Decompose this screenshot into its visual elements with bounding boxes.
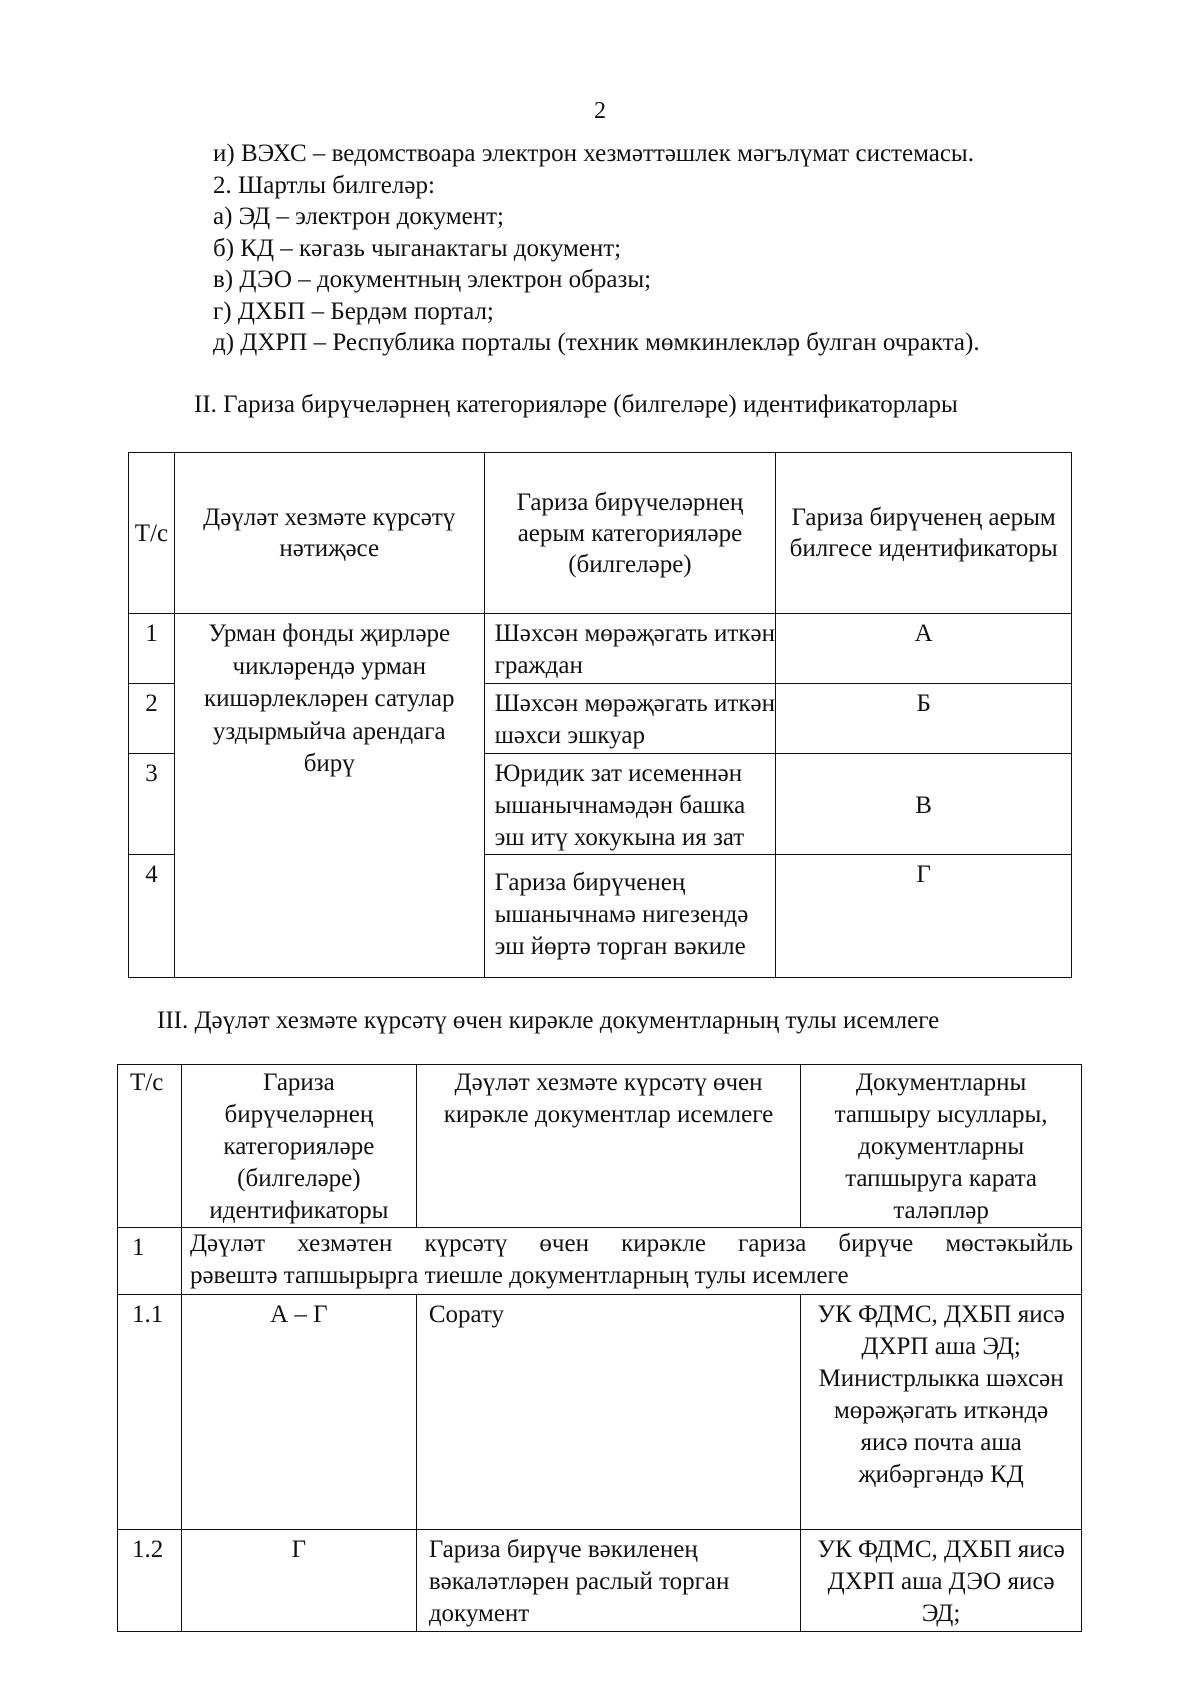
- abbreviation-line: 2. Шартлы билгеләр:: [213, 171, 435, 199]
- table-header-row: [129, 453, 1072, 614]
- section-3-title: III. Дәүләт хезмәте күрсәтү өчен кирәкле документларның тулы исемлеге: [157, 1007, 940, 1034]
- group-title-line: Дәүләт хезмәтен күрсәтү өчен кирәкле гариза бирүче мөстәкыйль: [189, 1230, 1073, 1257]
- row-identifier: Г: [776, 855, 1072, 978]
- service-result: Урман фонды җирләре чикләрендә урман кишәрлекләрен сатулар уздырмыйча арендага бирү: [174, 614, 484, 978]
- table-row: [118, 1295, 1082, 1530]
- row-identifier: А: [776, 614, 1072, 684]
- header-num: Т/с: [129, 453, 175, 614]
- abbreviation-line: а) ЭД – электрон документ;: [213, 203, 505, 230]
- row-category: Шәхсән мөрәҗәгать иткән граждан: [484, 614, 776, 684]
- applicant-categories-table: [128, 452, 1072, 978]
- table-row: [118, 1530, 1082, 1632]
- row-category: Гариза бирүченең ышанычнамә нигезендә эш йөртә торган вәкиле: [484, 855, 776, 978]
- row-document: Гариза бирүче вәкиленең вәкаләтләрен раслый торган документ: [416, 1530, 800, 1632]
- row-ids: Г: [181, 1530, 416, 1632]
- abbreviation-line: б) КД – кәгазь чыганактагы документ;: [213, 234, 622, 262]
- abbreviation-line: в) ДЭО – документның электрон образы;: [213, 266, 652, 293]
- table-header-row: [118, 1065, 1082, 1228]
- row-num: 1.2: [118, 1530, 182, 1632]
- group-num: 1: [118, 1228, 182, 1295]
- row-num: 4: [129, 855, 175, 978]
- group-title-line: рәвештә тапшырырга тиешле документларның тулы исемлеге: [189, 1262, 849, 1289]
- table-row: [129, 614, 1072, 684]
- row-identifier: Б: [776, 684, 1072, 754]
- page-number: 2: [594, 98, 606, 124]
- header-category: Гариза бирүчеләрнең аерым категорияләре (билгеләре): [484, 453, 776, 614]
- header-category-ids: Гариза бирүчеләрнең категорияләре (билгеләре) идентификаторы: [181, 1065, 416, 1228]
- abbreviation-line: и) ВЭХС – ведомствоара электрон хезмәттәшлек мәгълүмат системасы.: [213, 140, 974, 167]
- header-identifier: Гариза бирүченең аерым билгесе идентификаторы: [776, 453, 1072, 614]
- abbreviation-line: д) ДХРП – Республика порталы (техник мөмкинлекләр булган очракта).: [213, 329, 980, 356]
- row-requirement: УК ФДМС, ДХБП яисә ДХРП аша ЭД; Министрлыкка шәхсән мөрәҗәгать иткәндә яисә почта аша җибәргәндә КД: [801, 1295, 1082, 1530]
- row-identifier: В: [776, 754, 1072, 855]
- row-num: 1: [129, 614, 175, 684]
- documents-table: [117, 1064, 1082, 1632]
- header-result: Дәүләт хезмәте күрсәтү нәтиҗәсе: [174, 453, 484, 614]
- abbreviation-list: [213, 138, 980, 359]
- header-documents: Дәүләт хезмәте күрсәтү өчен кирәкле документлар исемлеге: [416, 1065, 800, 1228]
- row-num: 2: [129, 684, 175, 754]
- row-ids: А – Г: [181, 1295, 416, 1530]
- section-2-title: II. Гариза бирүчеләрнең категорияләре (билгеләре) идентификаторлары: [194, 391, 958, 418]
- abbreviation-line: г) ДХБП – Бердәм портал;: [213, 297, 494, 325]
- row-category: Юридик зат исеменнән ышанычнамәдән башка эш итү хокукына ия зат: [484, 754, 776, 855]
- row-requirement: УК ФДМС, ДХБП яисә ДХРП аша ДЭО яисә ЭД;: [801, 1530, 1082, 1632]
- table-group-row: [118, 1228, 1082, 1295]
- header-requirements: Документларны тапшыру ысуллары, документларны тапшыруга карата таләпләр: [801, 1065, 1082, 1228]
- header-num: Т/с: [118, 1065, 182, 1228]
- row-document: Сорату: [416, 1295, 800, 1530]
- row-category: Шәхсән мөрәҗәгать иткән шәхси эшкуар: [484, 684, 776, 754]
- row-num: 1.1: [118, 1295, 182, 1530]
- group-title: [181, 1228, 1081, 1295]
- row-num: 3: [129, 754, 175, 855]
